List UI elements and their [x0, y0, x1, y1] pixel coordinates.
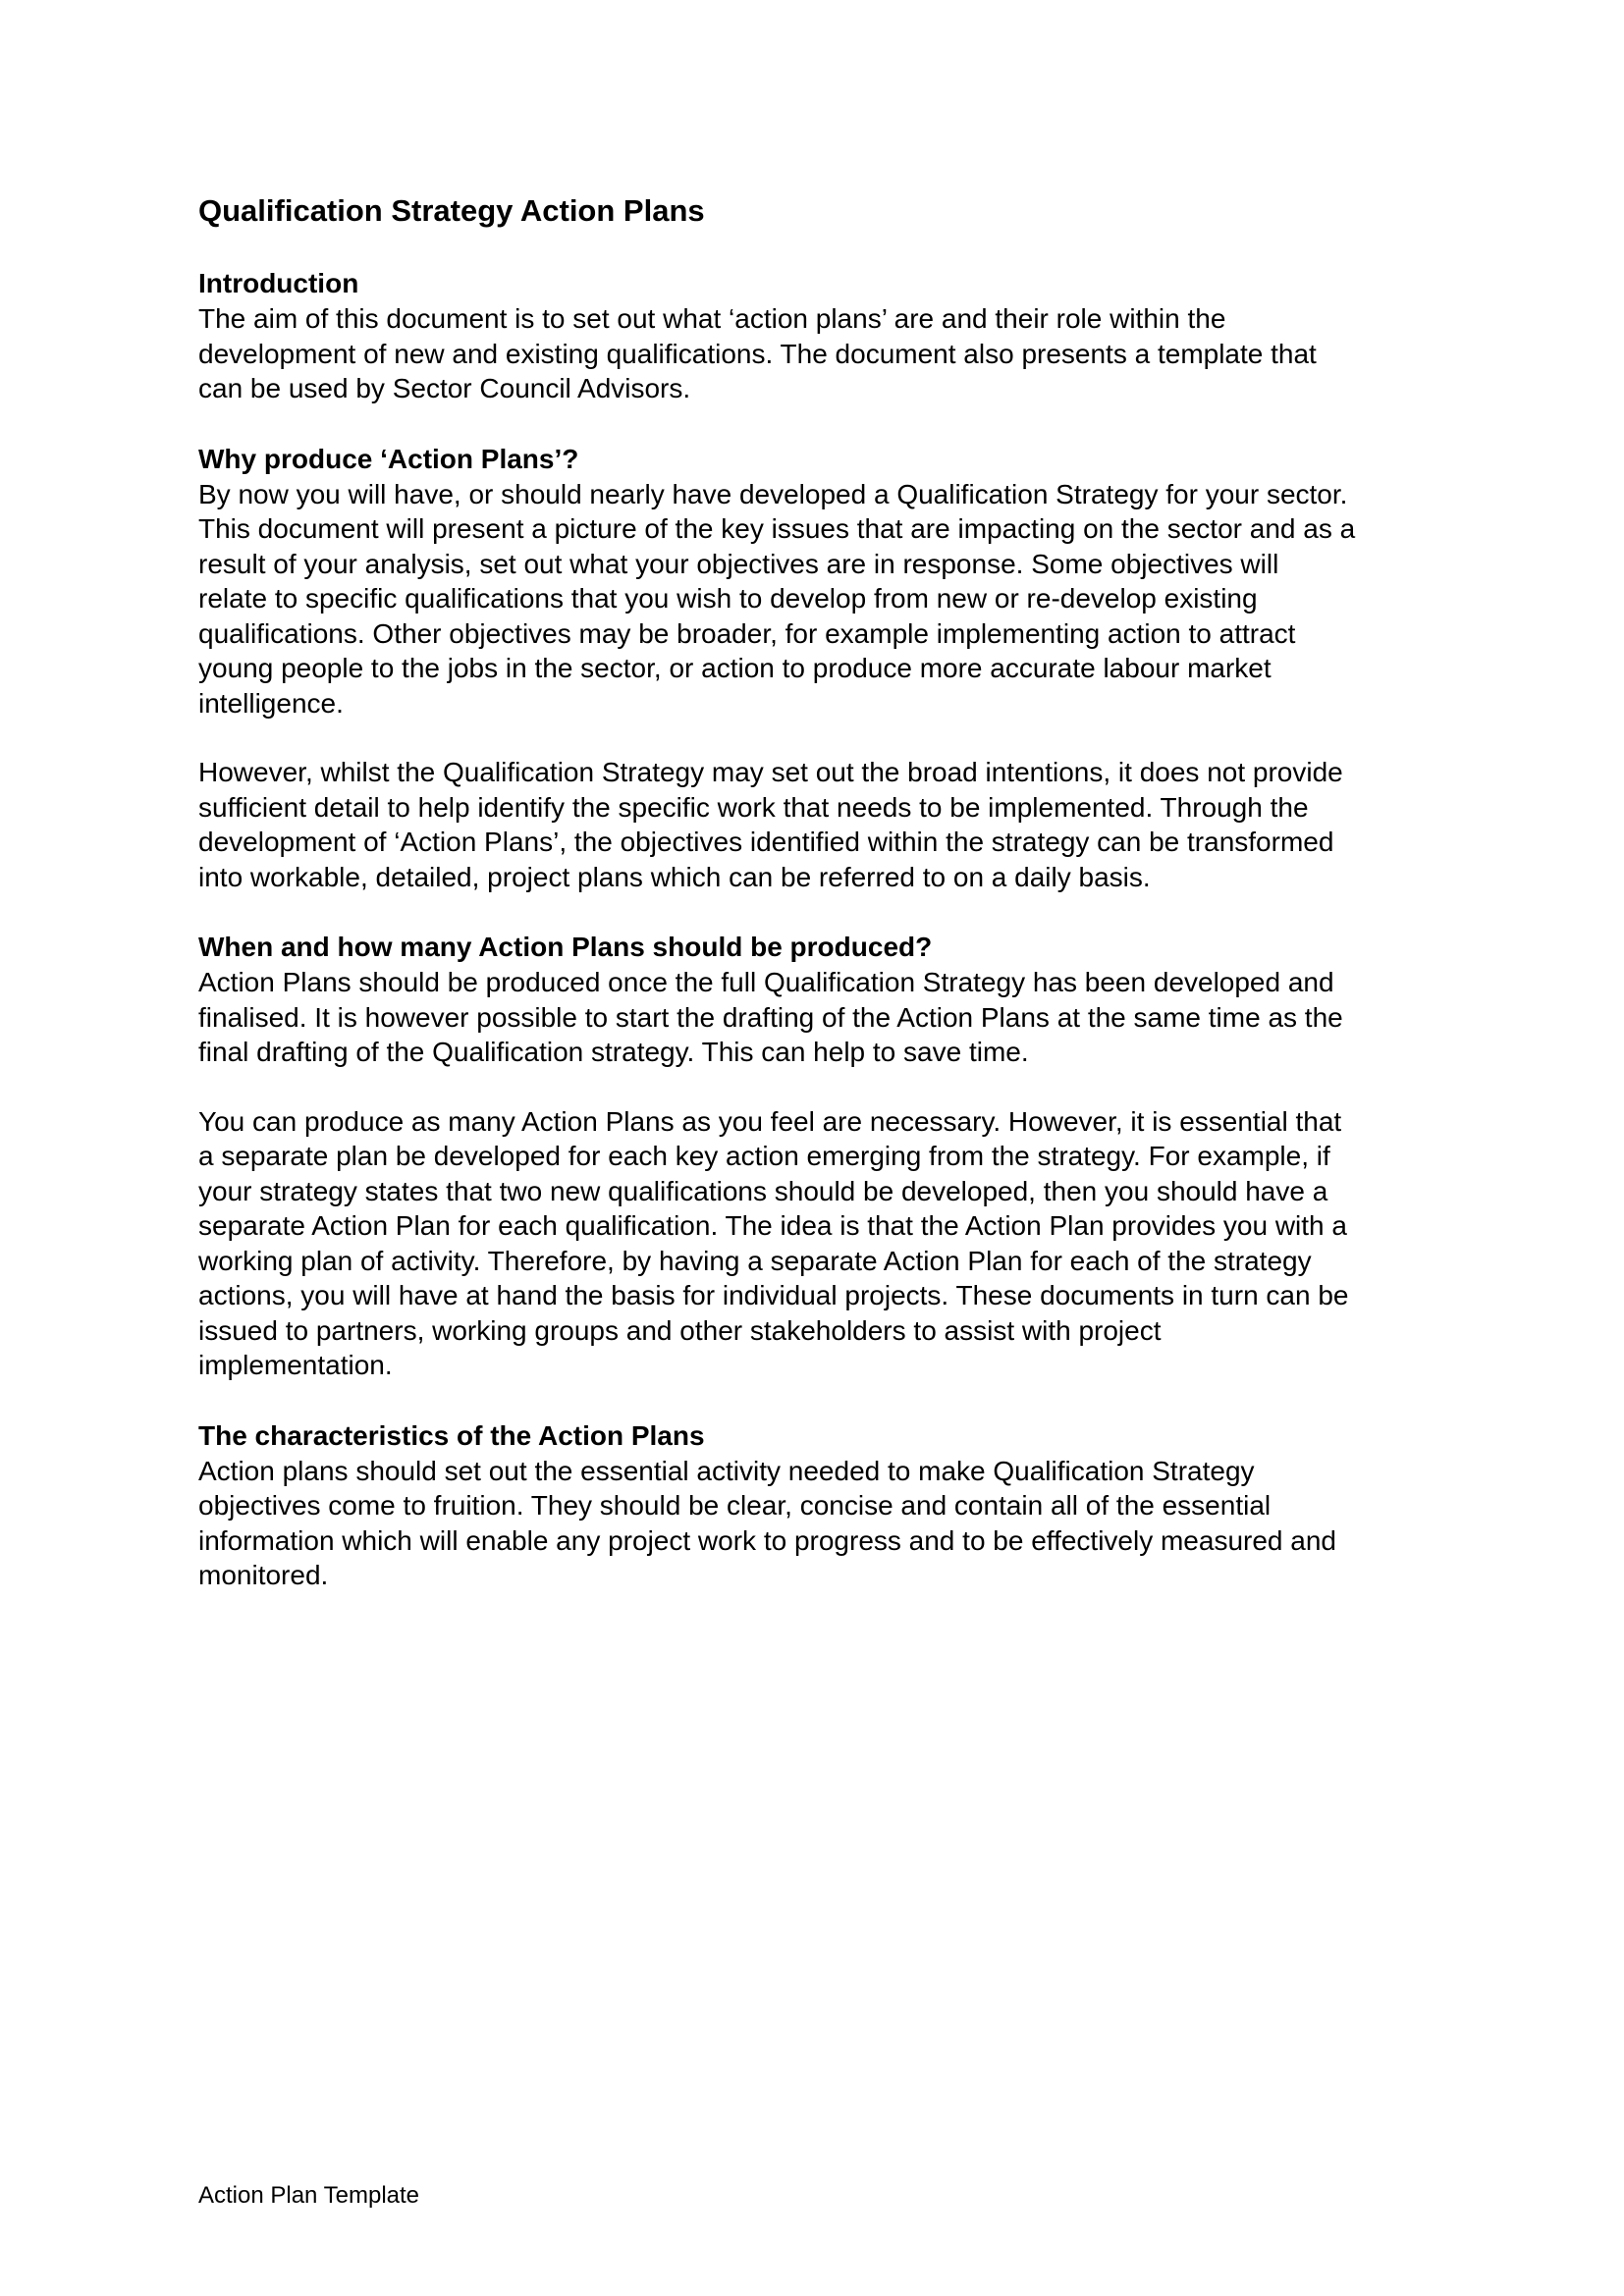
paragraph: You can produce as many Action Plans as you feel are necessary. However, it is essential that a separate plan be developed for each key action emerging from the strategy. For example, if your strategy states that two new qualifications should be developed, then you should have a separate Action Plan for each qualification. The idea is that the Action Plan provides you with a working plan of activity. Therefore, by having a separate Action Plan for each of the strategy actions, you will have at hand the basis for individual projects. These documents in turn can be issued to partners, working groups and other stakeholders to assist with project implementation. [198, 1105, 1349, 1381]
section-why-produce [198, 442, 1485, 895]
section-when-how-many [198, 930, 1485, 1383]
section-heading: Introduction [198, 268, 359, 299]
section-introduction [198, 266, 1485, 406]
document-body [198, 192, 1485, 1629]
paragraph: However, whilst the Qualification Strategy may set out the broad intentions, it does not provide sufficient detail to help identify the specific work that needs to be implemented. Through the development of ‘Action Plans’, the objectives identified within the strategy can be transformed into workable, detailed, project plans which can be referred to on a daily basis. [198, 757, 1343, 892]
paragraph: Action Plans should be produced once the full Qualification Strategy has been developed and finalised. It is however possible to start the drafting of the Action Plans at the same time as the final drafting of the Qualification strategy. This can help to save time. [198, 967, 1343, 1068]
paragraph: Action plans should set out the essential activity needed to make Qualification Strategy objectives come to fruition. They should be clear, concise and contain all of the essential information which will enable any project work to progress and to be effectively measured and monitored. [198, 1455, 1336, 1591]
section-heading: Why produce ‘Action Plans’? [198, 443, 579, 474]
section-heading: The characteristics of the Action Plans [198, 1419, 705, 1451]
paragraph: By now you will have, or should nearly have developed a Qualification Strategy for your sector. This document will present a picture of the key issues that are impacting on the sector and as a result of your analysis, set out what your objectives are in response. Some objectives will relate to specific qualifications that you wish to develop from new or re-develop existing qualifications. Other objectives may be broader, for example implementing action to attract young people to the jobs in the sector, or action to produce more accurate labour market intelligence. [198, 478, 1356, 719]
page-footer: Action Plan Template [198, 2182, 420, 2209]
paragraph: The aim of this document is to set out what ‘action plans’ are and their role within the development of new and existing qualifications. The document also presents a template that can be used by Sector Council Advisors. [198, 303, 1317, 404]
section-heading: When and how many Action Plans should be produced? [198, 932, 933, 963]
section-characteristics [198, 1418, 1485, 1593]
document-title: Qualification Strategy Action Plans [198, 193, 705, 228]
